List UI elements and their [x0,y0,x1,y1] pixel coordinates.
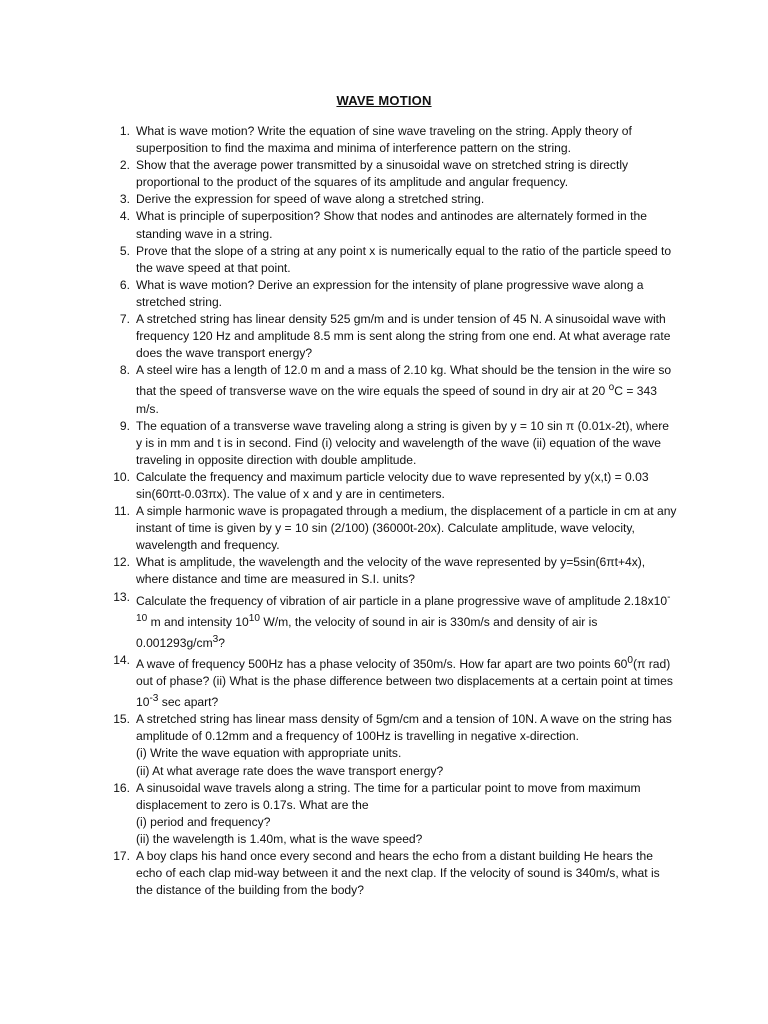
superscript: -10 [136,591,671,624]
question-item [113,848,678,899]
question-text: A simple harmonic wave is propagated through a medium, the displacement of a particle in cm at any instant of time is given by y = 10 sin (2/100) (36000t-20x). Calculate amplitude, wave velocity, wavelength and frequency. [136,504,677,553]
question-text-part: W/m, the velocity of sound in air is 330m/s and density of air is 0.001293g/cm [136,614,598,650]
question-number: 1. [119,124,130,138]
question-text [136,652,678,711]
question-item [113,469,678,503]
question-text: What is amplitude, the wavelength and the velocity of the wave represented by y=5sin(6πt+4x), where distance and time are measured in S.I. units? [136,555,646,587]
question-text: Prove that the slope of a string at any point x is numerically equal to the ratio of the particle speed to the wave speed at that point. [136,243,672,275]
sub-question: (i) Write the wave equation with appropriate units. [136,746,402,761]
superscript: 0 [627,654,634,666]
question-item [119,418,678,469]
question-item [119,362,678,417]
superscript: -3 [149,693,159,705]
question-item [119,191,678,208]
question-text: What is wave motion? Derive an expression for the intensity of plane progressive wave along a stretched string. [136,277,644,309]
question-number: 4. [119,209,130,224]
question-item [119,157,678,191]
question-item [119,123,678,157]
question-text: A stretched string has linear density 525 gm/m and is under tension of 45 N. A sinusoidal wave with frequency 120 Hz and amplitude 8.5 mm is sent along the string from one end. At what average rate does the wave transport energy? [136,312,671,361]
sub-question: (ii) the wavelength is 1.40m, what is the wave speed? [136,831,423,846]
question-text-part: m and intensity 10 [147,614,249,629]
page-title: WAVE MOTION [336,93,432,108]
question-number: 13. [113,589,130,604]
question-number: 11. [114,504,130,519]
question-text-part: (π rad) out of phase? (ii) What is the phase difference between two displacements at a certain point at times 10 [136,656,673,710]
question-number: 8. [119,363,130,378]
question-number: 15. [113,712,130,727]
question-text-part: ? [218,635,225,650]
question-text: A stretched string has linear mass density of 5gm/cm and a tension of 10N. A wave on the string has amplitude of 0.12mm and a frequency of 100Hz is travelling in negative x-direction. [136,712,672,744]
question-item [113,589,678,652]
question-list [0,123,768,899]
question-item [114,503,678,554]
question-item [119,277,678,311]
question-text: Show that the average power transmitted by a sinusoidal wave on stretched string is directly proportional to the product of the squares of its amplitude and angular frequency. [136,158,629,190]
question-text-part: C = 343 m/s. [136,384,657,416]
question-text-part: Calculate the frequency of vibration of air particle in a plane progressive wave of amplitude 2.18x10 [136,593,668,608]
question-text: The equation of a transverse wave traveling along a string is given by y = 10 sin π (0.01x-2t), where y is in mm and t is in second. Find (i) velocity and wavelength of the wave (ii) equation of the wave traveling in opposite direction with double amplitude. [136,418,670,467]
question-item [119,311,678,362]
question-text: Derive the expression for speed of wave along a stretched string. [136,192,485,207]
superscript: o [608,382,615,394]
question-number: 5. [119,243,130,258]
question-number: 3. [119,192,130,207]
question-text: A boy claps his hand once every second and hears the echo from a distant building He hears the echo of each clap mid-way between it and the next clap. If the velocity of sound is 340m/s, what is the distance of the building from the body? [136,849,660,898]
question-text [136,362,678,417]
sub-question: (ii) At what average rate does the wave transport energy? [136,763,444,778]
question-text-part: sec apart? [158,695,219,710]
superscript: 3 [212,633,219,645]
question-text-part: A steel wire has a length of 12.0 m and a mass of 2.10 kg. What should be the tension in the wire so that the speed of transverse wave on the wire equals the speed of sound in dry air at 20 [136,363,672,399]
question-item [113,711,678,779]
question-text: A sinusoidal wave travels along a string. The time for a particular point to move from maximum displacement to zero is 0.17s. What are the [136,780,641,812]
question-number: 2. [119,158,130,173]
question-number: 14. [113,652,130,667]
question-number: 16. [113,780,130,795]
question-number: 17. [113,849,130,864]
question-number: 12. [113,555,130,570]
question-text: What is wave motion? Write the equation of sine wave traveling on the string. Apply theory of superposition to find the maxima and minima of interference pattern on the string. [136,124,632,156]
question-item [119,243,678,277]
question-text [136,589,678,652]
superscript: 10 [248,612,260,624]
question-number: 7. [119,312,130,327]
question-item [113,652,678,711]
question-text: Calculate the frequency and maximum particle velocity due to wave represented by y(x,t) = 0.03 sin(60πt-0.03πx). The value of x and y are in centimeters. [136,469,649,501]
question-text-part: A wave of frequency 500Hz has a phase velocity of 350m/s. How far apart are two points 60 [136,656,628,671]
sub-question: (i) period and frequency? [136,814,271,829]
question-number: 9. [119,418,130,433]
question-item [113,554,678,588]
question-number: 10. [113,469,130,484]
question-number: 6. [119,277,130,292]
question-text: What is principle of superposition? Show that nodes and antinodes are alternately formed in the standing wave in a string. [136,209,647,241]
question-item [113,780,678,848]
question-item [119,208,678,242]
